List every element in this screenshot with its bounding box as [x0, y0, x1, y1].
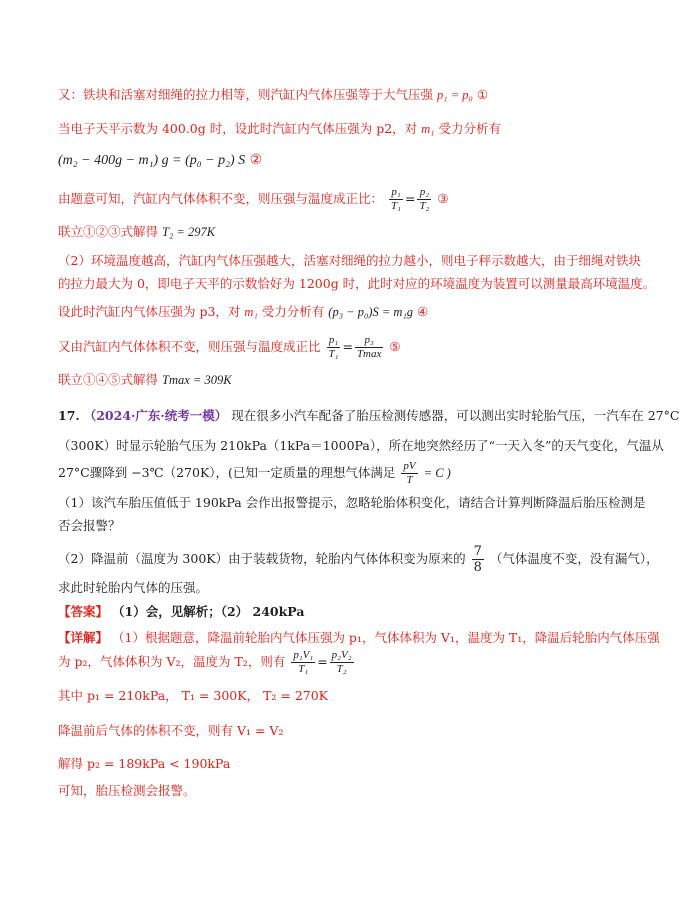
- solution-line-6: （2）环境温度越高，汽缸内气体压强越大，活塞对细绳的拉力越小，则电子秤示数越大，由于细绳对铁块: [58, 253, 641, 268]
- text: 设此时汽缸内气体压强为 p3，对: [58, 304, 241, 319]
- detail-line-3: 其中 p₁ = 210kPa， T₁ = 300K， T₂ = 270K: [58, 688, 329, 703]
- marker: ④: [417, 304, 429, 319]
- solution-line-1: [58, 87, 488, 103]
- fraction: $\frac{\text{p₁}}{\text{T₁}}$: [328, 334, 339, 360]
- text: 又：铁块和活塞对细绳的拉力相等，则汽缸内气体压强等于大气压强: [58, 87, 434, 102]
- solution-line-9: 又由汽缸内气体体积不变，则压强与温度成正比 $\frac{\text{p₁}}{\text{T₁}}$ = $\frac{\text{p₃}}{Tmax}$ ⑤: [58, 334, 401, 360]
- fraction: $\frac{\text{p₃}}{Tmax}$: [356, 334, 382, 360]
- problem-line-1: [58, 408, 679, 424]
- solution-line-10: [58, 372, 232, 388]
- variable: m₁: [421, 122, 435, 136]
- result: T₂ = 297K: [162, 225, 216, 239]
- text: 为 p₂，气体体积为 V₂，温度为 T₂，则有: [58, 654, 286, 669]
- text: 受力分析有: [261, 304, 325, 319]
- fraction: $\frac{pV}{T}$: [403, 460, 416, 486]
- equation: (p₃ − p₀)S = m₁g: [328, 305, 414, 319]
- problem-line-6: [58, 542, 659, 576]
- answer-text: （1）会，见解析；（2） 240kPa: [112, 604, 305, 619]
- solution-line-4: 由题意可知，汽缸内气体体积不变，则压强与温度成正比： $\frac{\text{p₁}}{\text{T₁}}$ = $\frac{\text{p₂}}{\text{T₂}}$ ③: [58, 186, 449, 212]
- text: 受力分析有: [438, 121, 502, 136]
- text: = C ): [423, 466, 451, 480]
- text: 由题意可知，汽缸内气体体积不变，则压强与温度成正比：: [58, 191, 384, 206]
- solution-line-7: 的拉力最大为 0，即电子天平的示数恰好为 1200g 时，此时对应的环境温度为装置可以测量最高环境温度。: [58, 276, 656, 291]
- problem-line-5: 否会报警？: [58, 518, 121, 533]
- text: 当电子天平示数为 400.0g 时，设此时汽缸内气体压强为 p2，对: [58, 121, 418, 136]
- problem-line-4: （1）该汽车胎压值低于 190kPa 会作出报警提示，忽略轮胎体积变化，请结合计算判断降温后胎压检测是: [58, 495, 646, 510]
- text: （2）降温前（温度为 300K）由于装载货物，轮胎内气体体积变为原来的: [58, 551, 466, 566]
- fraction: $\frac{\text{p₁V₁}}{\text{T₁}}$: [293, 649, 314, 675]
- equation: (m₂ − 400g − m₁) g = (p₀ − p₂) S: [58, 153, 246, 168]
- detail-line-5: 解得 p₂ = 189kPa < 190kPa: [58, 756, 231, 771]
- text: 现在很多小汽车配备了胎压检测传感器，可以测出实时轮胎气压，一汽车在 27°C: [231, 408, 679, 423]
- problem-line-2: （300K）时显示轮胎气压为 210kPa（1kPa＝1000Pa），所在地突然经历了“一天入冬”的天气变化，气温从: [58, 438, 664, 453]
- fraction: $\frac{\text{p₂}}{\text{T₂}}$: [419, 186, 430, 212]
- detail-line-2: 为 p₂，气体体积为 V₂，温度为 T₂，则有 $\frac{\text{p₁V₁}}{\text{T₁}}$ = $\frac{\text{p₂V₂}}{\text{T₂}}$: [58, 649, 352, 675]
- detail-line-6: 可知，胎压检测会报警。: [58, 783, 196, 798]
- problem-source: （2024·广东·统考一模）: [83, 408, 228, 423]
- variable: m₁: [244, 305, 258, 319]
- text: 联立①②③式解得: [58, 224, 159, 239]
- marker: ②: [249, 152, 263, 168]
- marker: ⑤: [389, 339, 401, 354]
- fraction: $\frac{\text{p₂V₂}}{\text{T₂}}$: [331, 649, 352, 675]
- marker: ①: [476, 87, 489, 102]
- solution-line-8: [58, 304, 428, 320]
- detail-label: 【详解】: [58, 630, 109, 645]
- marker: ③: [437, 191, 449, 206]
- result: Tmax = 309K: [162, 373, 232, 387]
- text: 又由汽缸内气体体积不变，则压强与温度成正比: [58, 339, 321, 354]
- detail-line-1: [58, 630, 660, 646]
- text: （气体温度不变，没有漏气），: [489, 551, 659, 566]
- problem-number: 17.: [58, 408, 80, 423]
- fraction: $\frac{\text{p₁}}{\text{T₁}}$: [391, 186, 401, 212]
- solution-line-3: [58, 152, 262, 169]
- text: 联立①④⑤式解得: [58, 372, 159, 387]
- fraction: $\frac{7}{8}$: [473, 544, 482, 575]
- text: （1）根据题意，降温前轮胎内气体压强为 p₁，气体体积为 V₁，温度为 T₁，降温后轮胎内气体压强: [112, 630, 660, 645]
- answer-line: [58, 604, 304, 620]
- solution-line-5: [58, 224, 215, 240]
- detail-line-4: 降温前后气体的体积不变，则有 V₁ = V₂: [58, 723, 284, 738]
- problem-line-7: 求此时轮胎内气体的压强。: [58, 580, 209, 595]
- answer-label: 【答案】: [58, 604, 109, 619]
- solution-line-2: [58, 121, 501, 137]
- text: 27°C骤降到 −3℃（270K），(已知一定质量的理想气体满足: [58, 465, 396, 480]
- equation: p₁ = p₀: [437, 88, 473, 102]
- problem-line-3: [58, 456, 451, 490]
